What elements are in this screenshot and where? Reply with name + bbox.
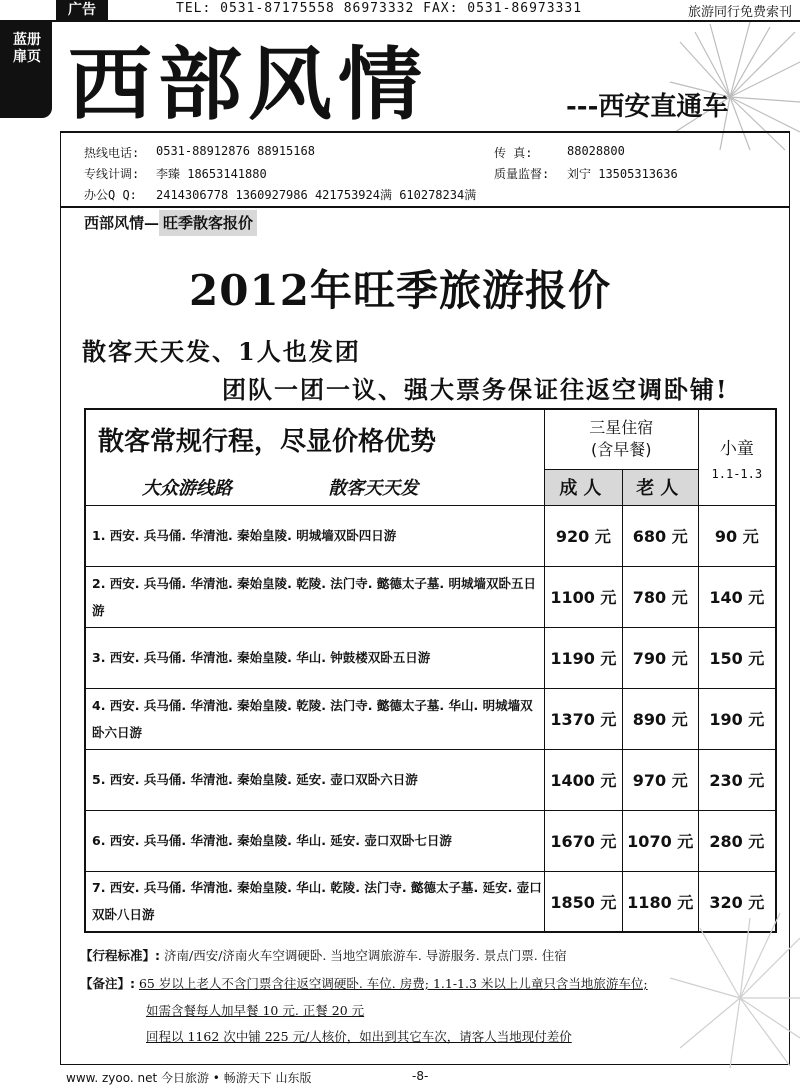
senior-price: 1070 元 <box>622 810 698 871</box>
route-name: 1. 西安. 兵马俑. 华清池. 秦始皇陵. 明城墙双卧四日游 <box>85 505 544 566</box>
main-title: 西部风情 <box>68 37 429 132</box>
headline: 2012年旺季旅游报价 <box>189 266 611 315</box>
senior-price: 780 元 <box>622 566 698 627</box>
child-price: 230 元 <box>698 749 776 810</box>
route-name: 5. 西安. 兵马俑. 华清池. 秦始皇陵. 延安. 壶口双卧六日游 <box>85 749 544 810</box>
hotline-value: 0531-88912876 88915168 <box>156 144 315 158</box>
remark-text: 65 岁以上老人不含门票含往返空调硬卧. 车位. 房费; 1.1-1.3 米以上儿童只含当地旅游车位; <box>138 976 648 991</box>
child-price: 90 元 <box>698 505 776 566</box>
hotel-header-line1: 三星住宿 <box>589 418 654 438</box>
adult-price: 920 元 <box>544 505 622 566</box>
hotline-label: 热线电话: <box>84 146 140 160</box>
senior-price: 680 元 <box>622 505 698 566</box>
index-label: 旅游同行免费索刊 <box>687 5 792 20</box>
adult-price: 1370 元 <box>544 688 622 749</box>
adult-price: 1670 元 <box>544 810 622 871</box>
table-row <box>85 688 776 749</box>
qq-value: 2414306778 1360927986 421753924满 610278234满 <box>156 188 477 202</box>
route-name: 3. 西安. 兵马俑. 华清池. 秦始皇陵. 华山. 钟鼓楼双卧五日游 <box>85 627 544 688</box>
table-row <box>85 627 776 688</box>
route-name: 7. 西安. 兵马俑. 华清池. 秦始皇陵. 华山. 乾陵. 法门寺. 懿德太子墓. 延安. 壶口双卧八日游 <box>85 871 544 932</box>
planner-value: 李臻 18653141880 <box>156 167 267 181</box>
table-title: 散客常规行程，尽显价格优势 <box>85 409 544 469</box>
footer-url: www. zyoo. net 今日旅游 • 畅游天下 山东版 <box>66 1071 312 1085</box>
adult-price: 1100 元 <box>544 566 622 627</box>
section-label-highlight: 旺季散客报价 <box>159 210 257 236</box>
adult-column-header: 成人 <box>544 469 622 505</box>
adult-price: 1850 元 <box>544 871 622 932</box>
child-label: 小童 <box>719 438 754 459</box>
remark-label: 【备注】: <box>80 976 135 991</box>
slogan-individual: 散客天天发、1人也发团 <box>82 337 361 366</box>
child-price: 320 元 <box>698 871 776 932</box>
remark-note <box>80 974 648 992</box>
side-tab-label: 蓝册扉页 <box>13 32 41 65</box>
subtitle: ---西安直通车 <box>566 92 729 122</box>
qq-label: 办公Q Q: <box>84 188 137 202</box>
adult-price: 1190 元 <box>544 627 622 688</box>
child-range: 1.1-1.3 <box>711 466 763 481</box>
return-text: 回程以 1162 次中铺 225 元/人核价，如出到其它车次，请客人当地现付差价 <box>146 1029 572 1044</box>
meal-note <box>146 1001 364 1019</box>
supervisor-value: 刘宁 13505313636 <box>567 167 678 181</box>
senior-price: 790 元 <box>622 627 698 688</box>
route-name: 2. 西安. 兵马俑. 华清池. 秦始皇陵. 乾陵. 法门寺. 懿德太子墓. 明城墙双卧五日游 <box>85 566 544 627</box>
side-tab <box>0 22 52 118</box>
slogan-group: 团队一团一议、强大票务保证往返空调卧铺! <box>222 375 729 404</box>
senior-price: 970 元 <box>622 749 698 810</box>
fax-value: 88028800 <box>567 144 625 158</box>
standard-note <box>80 946 567 964</box>
child-header <box>698 409 776 505</box>
fax-label: 传 真: <box>494 146 533 160</box>
price-table <box>84 408 777 933</box>
table-subheader <box>85 469 544 505</box>
subheader-daily: 散客天天发 <box>328 477 419 499</box>
hotel-header <box>544 409 698 469</box>
child-price: 150 元 <box>698 627 776 688</box>
route-name: 6. 西安. 兵马俑. 华清池. 秦始皇陵. 华山. 延安. 壶口双卧七日游 <box>85 810 544 871</box>
child-price: 190 元 <box>698 688 776 749</box>
top-bar <box>0 0 800 22</box>
hotel-header-line2: (含早餐) <box>591 440 652 460</box>
route-name: 4. 西安. 兵马俑. 华清池. 秦始皇陵. 乾陵. 法门寺. 懿德太子墓. 华山. 明城墙双卧六日游 <box>85 688 544 749</box>
senior-price: 890 元 <box>622 688 698 749</box>
page-number: -8- <box>412 1069 429 1083</box>
subheader-routes: 大众游线路 <box>142 477 232 499</box>
table-row <box>85 749 776 810</box>
table-row <box>85 566 776 627</box>
supervisor-label: 质量监督: <box>494 167 550 181</box>
meal-text: 如需含餐每人加早餐 10 元. 正餐 20 元 <box>146 1003 365 1018</box>
standard-label: 【行程标准】: <box>80 948 160 963</box>
planner-label: 专线计调: <box>84 167 140 181</box>
table-row <box>85 505 776 566</box>
table-row <box>85 810 776 871</box>
section-label-prefix: 西部风情— <box>84 214 160 232</box>
adult-price: 1400 元 <box>544 749 622 810</box>
child-price: 280 元 <box>698 810 776 871</box>
senior-column-header: 老人 <box>622 469 698 505</box>
senior-price: 1180 元 <box>622 871 698 932</box>
child-price: 140 元 <box>698 566 776 627</box>
standard-text: 济南/西安/济南火车空调硬卧. 当地空调旅游车. 导游服务. 景点门票. 住宿 <box>163 948 567 963</box>
section-label <box>84 208 261 236</box>
return-note <box>146 1027 572 1045</box>
contact-strip: TEL: 0531-87175558 86973332 FAX: 0531-86973331 <box>176 1 583 16</box>
ad-label: 广告 <box>56 0 108 20</box>
